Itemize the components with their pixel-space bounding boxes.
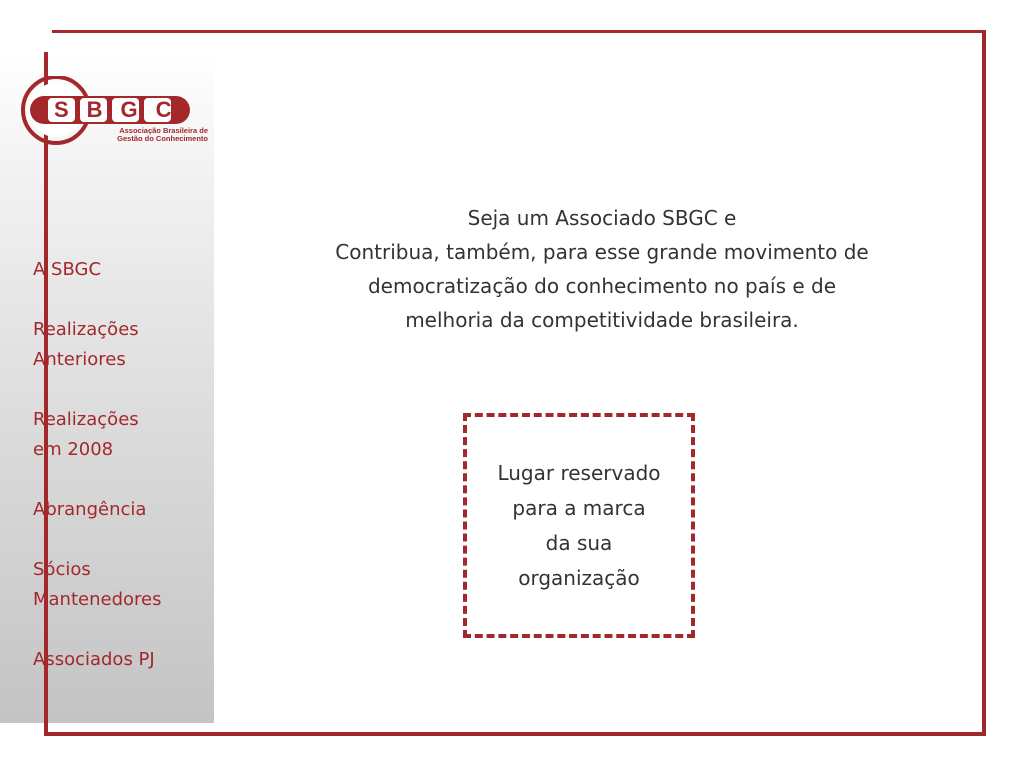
sidebar-nav bbox=[33, 255, 213, 675]
nav-item-realizacoes-2008[interactable]: Realizações em 2008 bbox=[33, 409, 139, 460]
logo-letters bbox=[48, 97, 190, 122]
placeholder-text: Lugar reservado para a marca da sua organização bbox=[497, 460, 661, 590]
logo-placeholder-box bbox=[463, 413, 695, 638]
nav-item-abrangencia[interactable]: Abrangência bbox=[33, 499, 147, 520]
headline-text: Seja um Associado SBGC e Contribua, também, para esse grande movimento de democratização do conhecimento no país e de melhoria da competitividade brasileira. bbox=[335, 206, 869, 332]
sbgc-logo[interactable] bbox=[18, 76, 208, 150]
nav-item-realizacoes-anteriores[interactable]: Realizações Anteriores bbox=[33, 319, 139, 370]
frame-gap bbox=[40, 28, 52, 52]
nav-item-associados-pj[interactable]: Associados PJ bbox=[33, 649, 155, 670]
logo-subtitle: Associação Brasileira de Gestão do Conhecimento bbox=[117, 126, 208, 143]
logo-acronym: SBGC bbox=[54, 97, 190, 122]
nav-item-socios-mantenedores[interactable]: Sócios Mantenedores bbox=[33, 559, 162, 610]
nav-item-a-sbgc[interactable]: A SBGC bbox=[33, 259, 102, 280]
